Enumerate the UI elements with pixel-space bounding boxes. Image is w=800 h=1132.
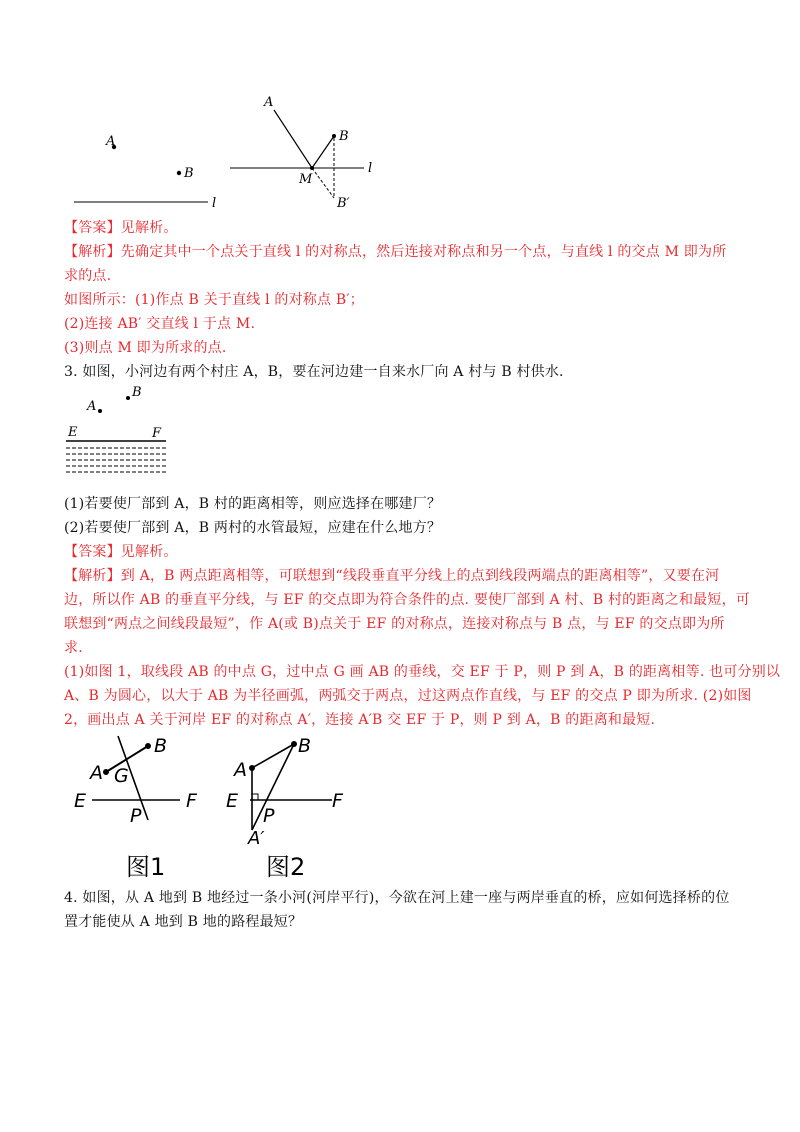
label-a: A: [264, 95, 274, 110]
label-p: P: [130, 805, 142, 827]
point-a: [103, 769, 109, 775]
label-a: A: [106, 134, 116, 149]
analysis-3-line-3: 联想到“两点之间线段最短”，作 A(或 B)点关于 EF 的对称点，连接对称点与 B 点，与 EF 的交点即为所: [64, 616, 725, 632]
analysis-3-line-7: 2，画出点 A 关于河岸 EF 的对称点 A′，连接 A′B 交 EF 于 P，则 P 到 A，B 的距离和最短.: [64, 712, 656, 728]
point-b: [177, 171, 181, 175]
caption-figure-1: 图1: [126, 853, 166, 881]
label-p: P: [263, 805, 275, 827]
analysis-3-line-6: A、B 为圆心，以大于 AB 为半径画弧，两弧交于两点，过这两点作直线，与 EF 的交点 P 即为所求. (2)如图: [64, 688, 752, 704]
figure-1: [74, 735, 198, 881]
figure-river-villages: [60, 382, 180, 482]
caption-figure-2: 图2: [266, 853, 306, 881]
label-l: l: [368, 161, 373, 176]
point-b: [145, 743, 151, 749]
question-3-sub-2: (2)若要使厂部到 A，B 两村的水管最短，应建在什么地方？: [64, 520, 442, 536]
question-3-sub-1: (1)若要使厂部到 A，B 村的距离相等，则应选择在哪建厂？: [64, 496, 442, 512]
figure-points-and-line: [70, 125, 230, 215]
point-b: [332, 134, 336, 138]
label-f: F: [152, 426, 162, 441]
figure-1-and-2: [70, 732, 360, 882]
label-m: M: [299, 172, 313, 187]
label-f: F: [332, 790, 343, 812]
label-g: G: [114, 765, 129, 787]
answer-1: 【答案】见解析。: [64, 220, 178, 236]
label-f: F: [186, 790, 197, 812]
step-1: 如图所示：(1)作点 B 关于直线 l 的对称点 B′；: [64, 292, 364, 308]
question-3-title: 3. 如图，小河边有两个村庄 A，B，要在河边建一自来水厂向 A 村与 B 村供水.: [64, 364, 564, 380]
analysis-3-line-5: (1)如图 1，取线段 AB 的中点 G，过中点 G 画 AB 的垂线，交 EF 于 P，则 P 到 A，B 的距离相等. 也可分别以: [64, 664, 781, 680]
step-3: (3)则点 M 即为所求的点.: [64, 340, 227, 356]
point-a: [249, 765, 255, 771]
figure-reflection-solution: [228, 92, 388, 217]
label-b: B: [184, 166, 194, 181]
label-e: E: [74, 790, 87, 812]
label-a: A: [87, 399, 97, 414]
answer-3: 【答案】见解析。: [64, 544, 178, 560]
point-b: [126, 396, 130, 400]
right-angle-mark: [252, 794, 258, 800]
label-b: B: [339, 129, 349, 144]
label-b: B: [132, 385, 142, 400]
river-water: [66, 448, 166, 472]
analysis-1-line-1: 【解析】先确定其中一个点关于直线 l 的对称点，然后连接对称点和另一个点，与直线 l 的交点 M 即为所: [64, 244, 727, 260]
analysis-3-line-1: 【解析】到 A，B 两点距离相等，可联想到“线段垂直平分线上的点到线段两端点的距离相等”，又要在河: [64, 568, 720, 584]
label-e: E: [68, 425, 78, 440]
step-2: (2)连接 AB′ 交直线 l 于点 M.: [64, 316, 256, 332]
point-a: [98, 409, 102, 413]
segment-mb: [312, 136, 334, 168]
label-a: A: [234, 759, 247, 781]
label-a: A: [90, 762, 103, 784]
point-b: [291, 741, 297, 747]
label-l: l: [212, 196, 217, 211]
label-e: E: [226, 790, 239, 812]
label-b: B: [298, 735, 312, 757]
label-b-prime: B′: [337, 196, 350, 211]
question-4-line-1: 4. 如图，从 A 地到 B 地经过一条小河(河岸平行)，今欲在河上建一座与两岸垂直的桥，应如何选择桥的位: [64, 890, 730, 906]
question-4-line-2: 置才能使从 A 地到 B 地的路程最短？: [64, 914, 303, 930]
analysis-1-line-2: 求的点.: [64, 268, 112, 284]
figure-2: [226, 735, 344, 881]
analysis-3-line-4: 求.: [64, 640, 83, 656]
segment-am: [274, 110, 312, 168]
label-a-prime: A′: [248, 828, 265, 849]
label-b: B: [154, 735, 168, 757]
analysis-3-line-2: 边，所以作 AB 的垂直平分线，与 EF 的交点即为符合条件的点. 要使厂部到 A 村、B 村的距离之和最短，可: [64, 592, 750, 608]
dashed-mb-prime: [312, 168, 334, 198]
